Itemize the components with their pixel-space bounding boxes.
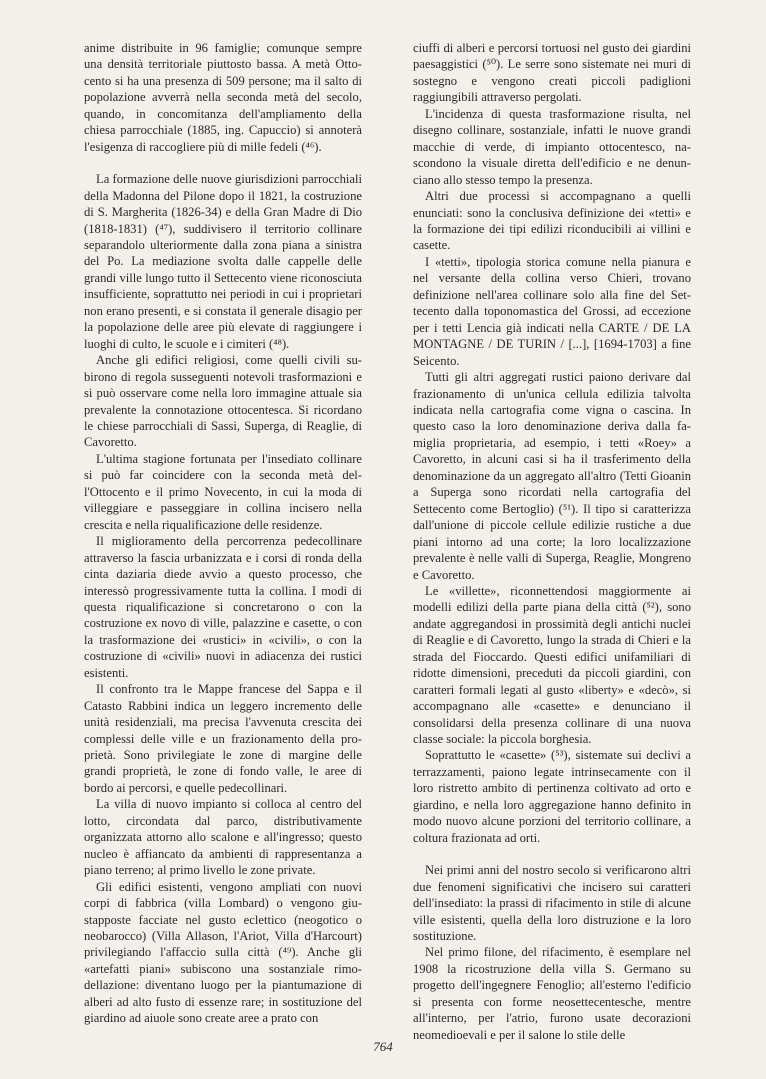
paragraph: Anche gli edifici religiosi, come quelli civili subirono di regola susseguenti notevoli trasformazioni e si può osservare come nella loro immagine attuale sia prevalente la connotazione ottocentesca. Si ricordano le chiese parrocchiali di Sassi, Superga, di Reaglie, di Cavoretto. [84,353,362,450]
paragraph: Le «villette», riconnettendosi maggiormente ai modelli edilizi della parte piana della città (⁵²), sono andate aggregandosi in prossimità degli antichi nuclei di Reaglie e di Cavoretto, lungo la strada di Chieri e la strada del Fioccardo. Questi edifici unifamiliari di ridotte dimensioni, preceduti da piccoli giardini, con caratteri formali legati al gusto «liberty» e «decò», si accompagnano alle «casette» e denunciano il consolidarsi della presenza collinare di una nuova classe sociale: la piccola borghesia. [413,583,691,747]
paragraph: anime distribuite in 96 famiglie; comunque sempre una densità territoriale piuttosto bassa. A metà Ottocento si ha una presenza di 509 persone; ma il salto di popolazione avverrà nella seconda metà del secolo, quando, in concomitanza dell'ampliamento della chiesa parrocchiale (1885, ing. Capuccio) si annoterà l'esigenza di raccogliere più di mille fedeli (⁴⁶). [84,41,362,154]
paragraph: Tutti gli altri aggregati rustici paiono derivare dal frazionamento di un'unica cellula edilizia talvolta indicata nella cartografia come vigna o cascina. In questo caso la loro denominazione deriva dalla famiglia proprietaria, ad esempio, i tetti «Roey» a Cavoretto, in alcuni casi si ha il trasferimento della denominazione da un aggregato all'altro (Tetti Gioanin a Superga sono ricordati nella cartografia del Settecento come Bertoglio) (⁵¹). Il tipo si caratterizza dall'unione di piccole cellule edilizie rustiche a due piani intorno ad una corte; la loro localizzazione prevalente è nelle valli di Superga, Reaglie, Mongreno e Cavoretto. [413,370,691,582]
paragraph: La formazione delle nuove giurisdizioni parrocchiali della Madonna del Pilone dopo il 1821, la costruzione di S. Margherita (1826-34) e della Gran Madre di Dio (1818-1831) (⁴⁷), suddivisero il territorio collinare separandolo ulteriormente dalla zona piana a sinistra del Po. La mediazione svolta dalle cappelle delle grandi ville lungo tutto il Settecento viene riconosciuta insufficiente, soprattutto nei periodi in cui i proprietari non erano presenti, e si constata il generale disagio per la popolazione delle aree più elevate di raggiungere i luoghi di culto, le scuole e i cimiteri (⁴⁸). [84,172,362,351]
paragraph: Il miglioramento della percorrenza pedecollinare attraverso la fascia urbanizzata e i corsi di ronda della cinta daziaria diede avvio a questo processo, che interessò progressivamente tutta la collina. I modi di questa riqualificazione si concretarono o con la costruzione ex novo di ville, palazzine e casette, o con la trasformazione dei «rustici» in «civili», o con la costruzione di «civili» nuovi in adiacenza dei rustici esistenti. [84,534,362,680]
paragraph: Soprattutto le «casette» (⁵³), sistemate sui declivi a terrazzamenti, paiono legate intrinsecamente con il loro ristretto ambito di pertinenza coltivato ad orto e giardino, e nella loro aggregazione hanno definito in modo nuovo alcune porzioni del territorio collinare, a coltura frazionata ad orti. [413,748,691,845]
left-column [84,40,362,1027]
paragraph: I «tetti», tipologia storica comune nella pianura e nel versante della collina verso Chieri, trovano definizione nell'area collinare solo alla fine del Settecento dalla toponomastica del Grossi, ad eccezione per i tetti Lencia già indicati nella CARTE / DE LA MONTAGNE / DE TURIN / [...], [1694-1703] a fine Seicento. [413,254,691,368]
paragraph: Altri due processi si accompagnano a quelli enunciati: sono la conclusiva definizione dei «tetti» e la formazione dei tipi edilizi riconducibili ai villini e casette. [413,189,691,253]
page-number: 764 [373,1039,393,1054]
paragraph: La villa di nuovo impianto si colloca al centro del lotto, circondata dal parco, distributivamente organizzata attorno allo scalone e all'ingresso; questo nucleo è affiancato da ambienti di rappresentanza a piano terreno; al primo livello le zone private. [84,797,362,878]
paragraph: Gli edifici esistenti, vengono ampliati con nuovi corpi di fabbrica (villa Lombard) o vengono giustapposte facciate nel gusto eclettico (neogotico o neobarocco) (Villa Allason, l'Ariot, Villa d'Harcourt) privilegiando l'affaccio sulla città (⁴⁹). Anche gli «artefatti piani» subiscono una sostanziale rimodellazione: diventano luogo per la piantumazione di alberi ad alto fusto di essenze rare; in sostituzione del giardino ad aiuole sono create aree a prato con [84,879,362,1026]
paragraph: Nel primo filone, del rifacimento, è esemplare nel 1908 la ricostruzione della villa S. Germano su progetto dell'ingegnere Fenoglio; all'esterno l'edificio si presenta con forme neosettecentesche, mentre all'interno, per l'atrio, furono usate decorazioni neomedioevali e per il salone lo stile delle [413,945,691,1042]
paragraph: L'incidenza di questa trasformazione risulta, nel disegno collinare, sostanziale, infatti le nuove grandi macchie di verde, di impianto ottocentesco, nascondono la visuale diretta dell'edificio e ne denunciano allo stesso tempo la presenza. [413,106,691,187]
paragraph: ciuffi di alberi e percorsi tortuosi nel gusto dei giardini paesaggistici (⁵⁰). Le serre sono sistemate nei muri di sostegno e vengono creati piccoli padiglioni raggiungibili attraverso pergolati. [413,41,691,105]
paragraph: Nei primi anni del nostro secolo si verificarono altri due fenomeni significativi che incisero sui caratteri dell'insediato: la prassi di rifacimento in stile di alcune ville esistenti, quella della loro distruzione e la loro sostituzione. [413,863,691,944]
right-column [413,40,691,1043]
paragraph: Il confronto tra le Mappe francese del Sappa e il Catasto Rabbini indica un leggero incremento delle unità residenziali, ma precisa l'avvenuta crescita dei complessi delle ville e un frazionamento della proprietà. Sono privilegiate le zone di margine delle grandi proprietà, le zone di fondo valle, le aree di bordo ai percorsi, e quelle pedecollinari. [84,682,362,795]
paragraph: L'ultima stagione fortunata per l'insediato collinare si può far coincidere con la seconda metà dell'Ottocento e il primo Novecento, in cui la moda di villeggiare e passeggiare in collina incisero nella crescita e nella riqualificazione delle residenze. [84,451,362,532]
